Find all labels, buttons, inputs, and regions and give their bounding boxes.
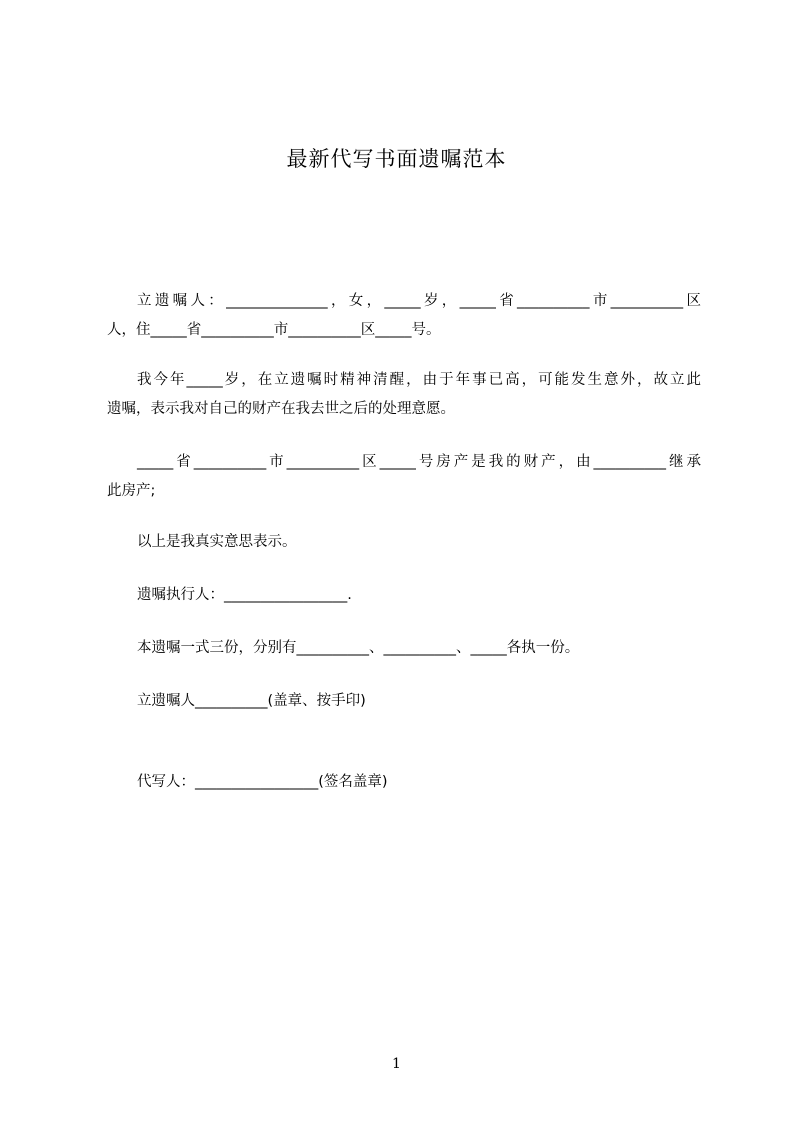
copies-line: 本遗嘱一式三份，分别有__________、__________、_____各执一份。: [137, 640, 580, 656]
paragraph-2-line-2: 遗嘱，表示我对自己的财产在我去世之后的处理意愿。: [107, 401, 455, 417]
paragraph-1-line-1: 立遗嘱人：______________，女，_____岁，_____省__________市__________区: [137, 293, 701, 309]
paragraph-1-line-2: 人，住_____省__________市__________区_____号。: [107, 322, 441, 338]
paragraph-3-line-2: 此房产;: [107, 483, 156, 499]
paragraph-3-line-1: _____省__________市__________区_____号房产是我的财产，由__________继承: [137, 454, 701, 470]
document-title: 最新代写书面遗嘱范本: [286, 147, 507, 171]
executor-line: 遗嘱执行人：_________________.: [137, 587, 352, 603]
statement-text: 以上是我真实意思表示。: [137, 534, 297, 550]
paragraph-2-line-1: 我今年_____岁，在立遗嘱时精神清醒，由于年事已高，可能发生意外，故立此: [137, 372, 701, 388]
page-number: 1: [392, 1056, 401, 1072]
writer-signature-line: 代写人：_________________(签名盖章): [137, 774, 388, 790]
testator-signature-line: 立遗嘱人__________(盖章、按手印): [137, 693, 366, 709]
